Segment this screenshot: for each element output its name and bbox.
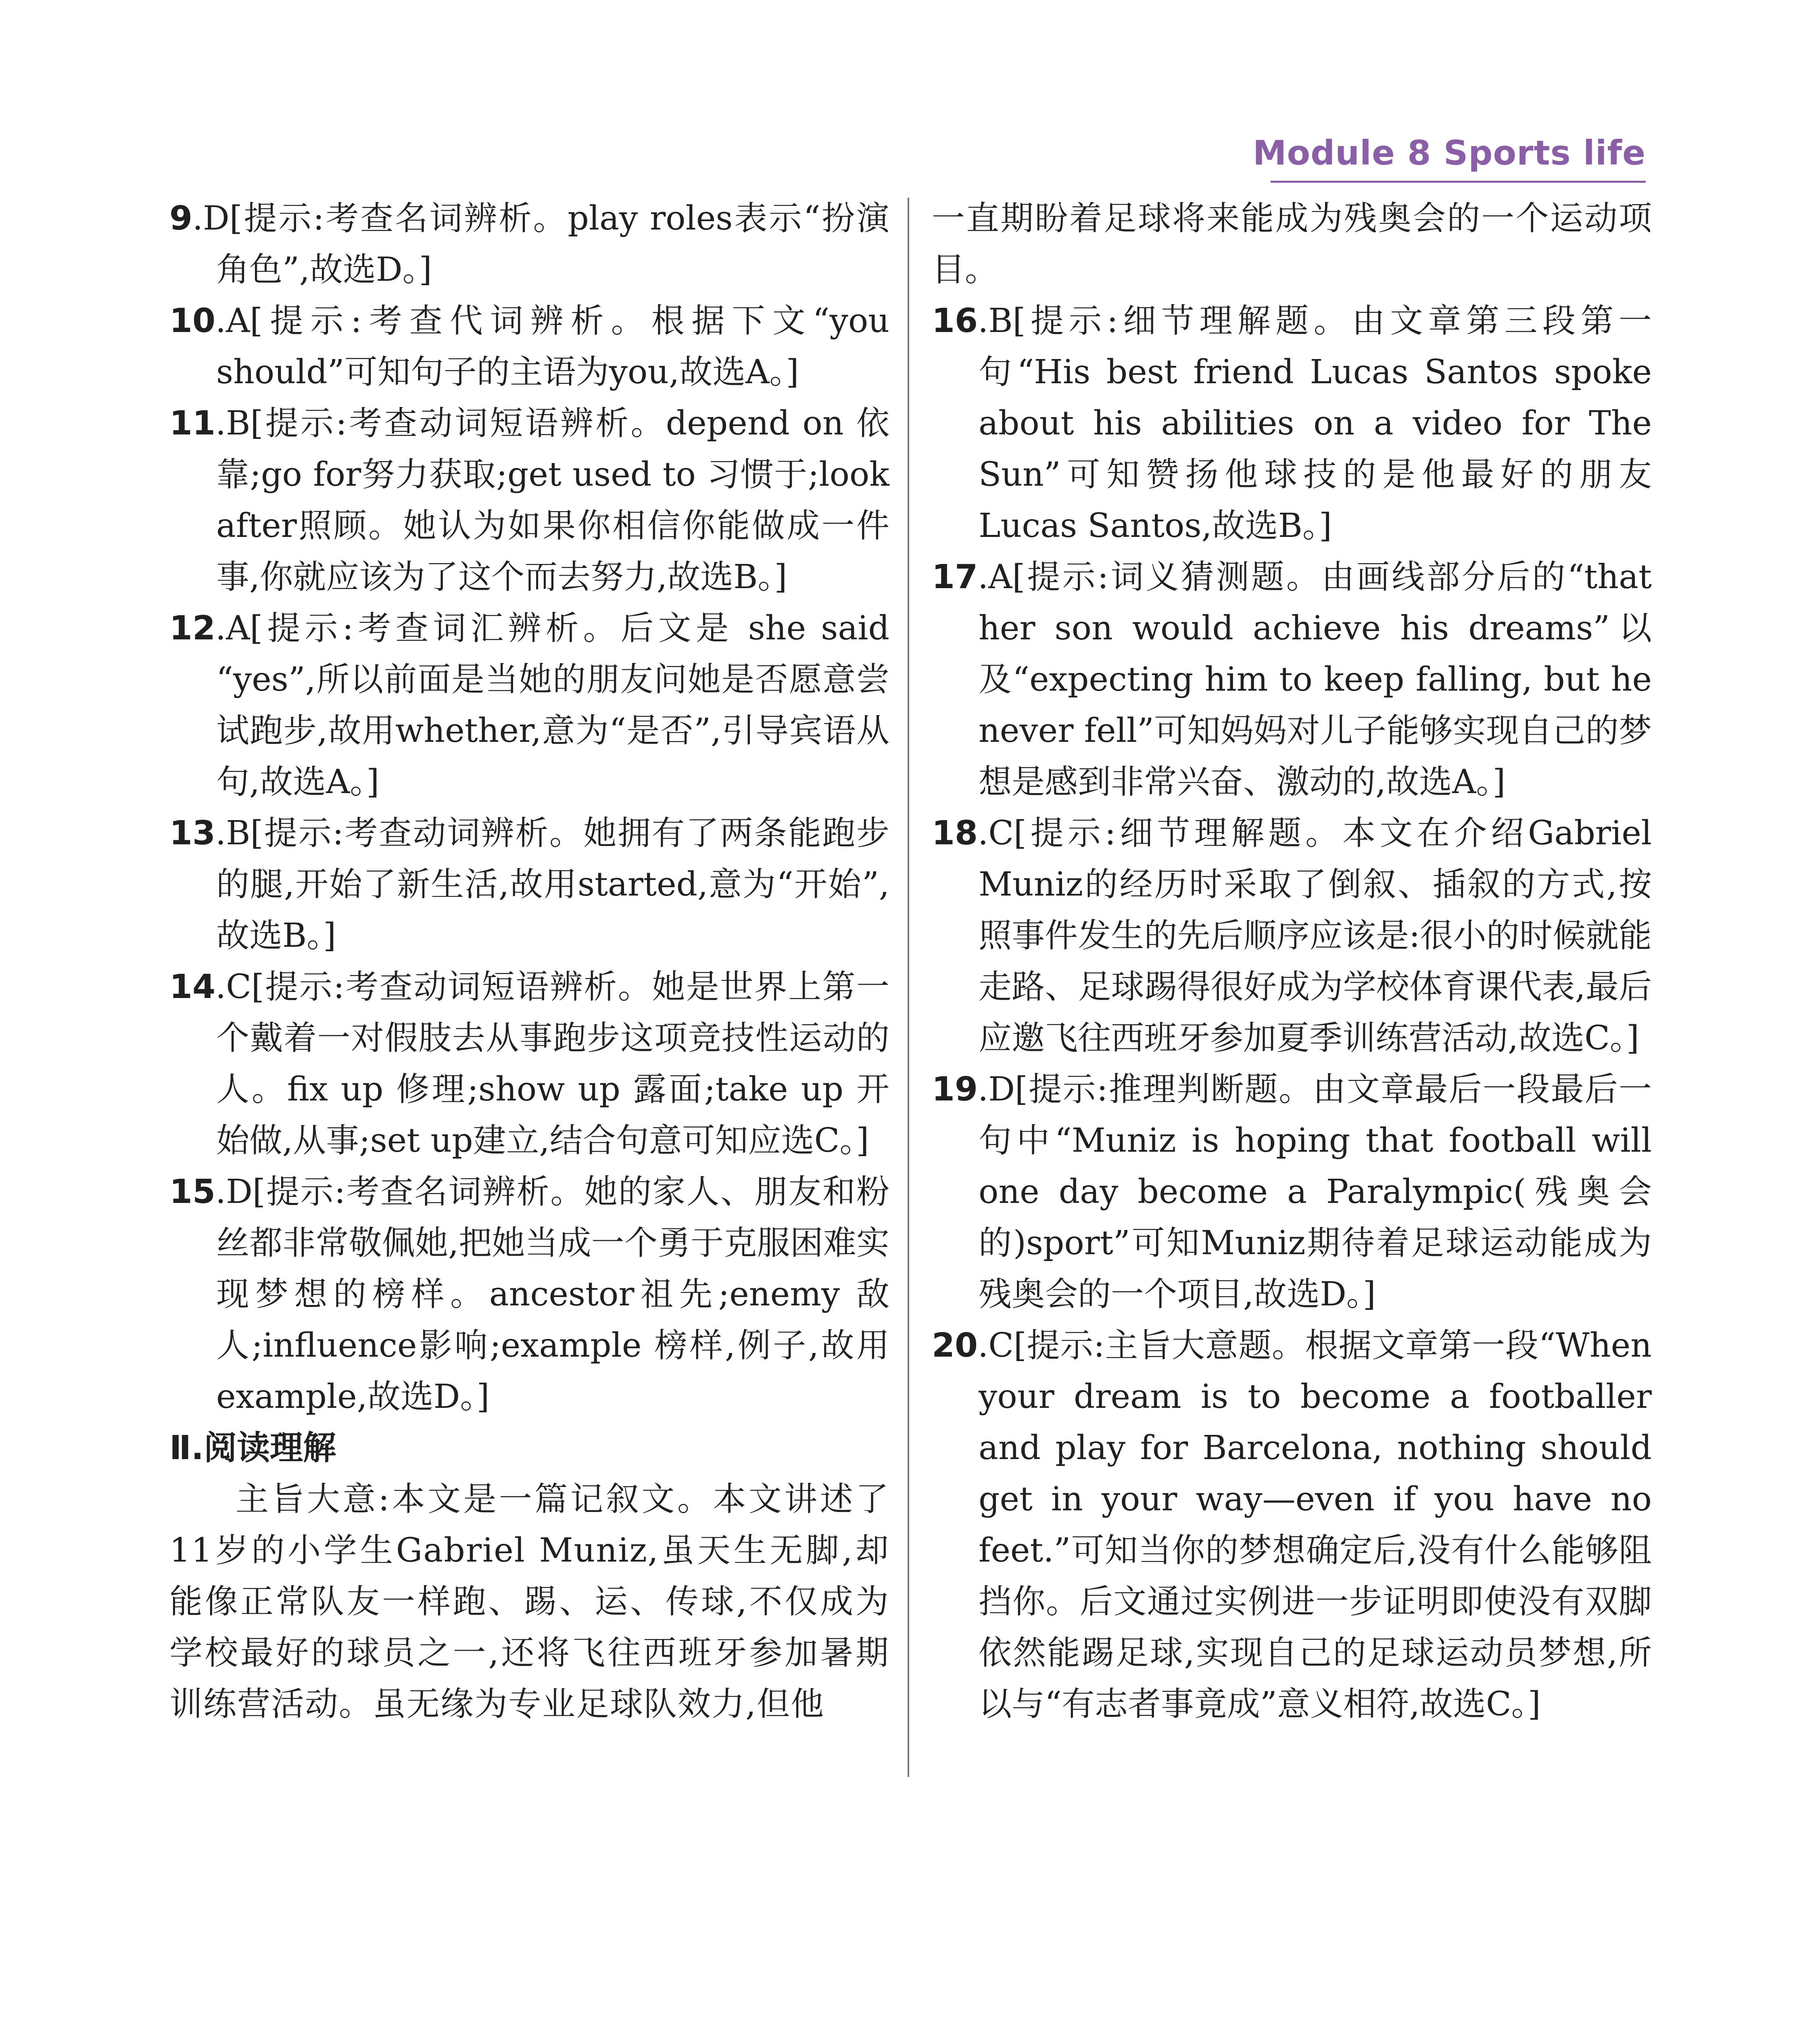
answer-item-17: 17.A[提示:词义猜测题。由画线部分后的“that her son would achieve his dreams”以及“expecting him to keep falling, but he never fell”可知妈妈对儿子能够实现自己的梦想是感到非常兴奋、激动的,故选A。] [932, 558, 1652, 801]
module-header: Module 8 Sports life [1252, 133, 1646, 173]
passage-summary: 主旨大意:本文是一篇记叙文。本文讲述了11岁的小学生Gabriel Muniz,虽天生无脚,却能像正常队友一样跑、踢、运、传球,不仅成为学校最好的球员之一,还将飞往西班牙参加暑期训练营活动。虽无缘为专业足球队效力,但他 [169, 1480, 889, 1723]
answer-item-20: 20.C[提示:主旨大意题。根据文章第一段“When your dream is to become a footballer and play for Barcelona, nothing should get in your way—even if you have no feet.”可知当你的梦想确定后,没有什么能够阻挡你。后文通过实例进一步证明即使没有双脚依然能踢足球,实现自己的足球运动员梦想,所以与“有志者事竟成”意义相符,故选C。] [932, 1326, 1652, 1723]
answer-item-12: 12.A[提示:考查词汇辨析。后文是 she said “yes”,所以前面是当她的朋友问她是否愿意尝试跑步,故用whether,意为“是否”,引导宾语从句,故选A。] [169, 609, 889, 801]
answer-item-9: 9.D[提示:考查名词辨析。play roles表示“扮演角色”,故选D。] [169, 199, 889, 289]
header-underline [1271, 181, 1646, 183]
left-column [169, 193, 889, 1730]
right-column [932, 193, 1652, 1730]
answer-item-10: 10.A[提示:考查代词辨析。根据下文“you should”可知句子的主语为you,故选A。] [169, 302, 889, 391]
answer-item-14: 14.C[提示:考查动词短语辨析。她是世界上第一个戴着一对假肢去从事跑步这项竞技性运动的人。fix up 修理;show up 露面;take up 开始做,从事;set up建立,结合句意可知应选C。] [169, 968, 889, 1160]
answer-item-15: 15.D[提示:考查名词辨析。她的家人、朋友和粉丝都非常敬佩她,把她当成一个勇于克服困难实现梦想的榜样。ancestor祖先;enemy 敌人;influence影响;example 榜样,例子,故用example,故选D。] [169, 1173, 889, 1416]
answer-item-11: 11.B[提示:考查动词短语辨析。depend on 依靠;go for努力获取;get used to 习惯于;look after照顾。她认为如果你相信你能做成一件事,你就应该为了这个而去努力,故选B。] [169, 404, 889, 596]
column-divider [908, 198, 909, 1777]
section-title-reading: Ⅱ.阅读理解 [169, 1429, 336, 1467]
summary-continuation: 一直期盼着足球将来能成为残奥会的一个运动项目。 [932, 199, 1652, 289]
answer-item-13: 13.B[提示:考查动词辨析。她拥有了两条能跑步的腿,开始了新生活,故用started,意为“开始”,故选B。] [169, 814, 889, 955]
answer-item-18: 18.C[提示:细节理解题。本文在介绍Gabriel Muniz的经历时采取了倒叙、插叙的方式,按照事件发生的先后顺序应该是:很小的时候就能走路、足球踢得很好成为学校体育课代表,最后应邀飞往西班牙参加夏季训练营活动,故选C。] [932, 814, 1652, 1057]
answer-item-19: 19.D[提示:推理判断题。由文章最后一段最后一句中“Muniz is hoping that football will one day become a Paralympic(残奥会的)sport”可知Muniz期待着足球运动能成为残奥会的一个项目,故选D。] [932, 1070, 1652, 1313]
answer-item-16: 16.B[提示:细节理解题。由文章第三段第一句“His best friend Lucas Santos spoke about his abilities on a video for The Sun”可知赞扬他球技的是他最好的朋友Lucas Santos,故选B。] [932, 302, 1652, 545]
